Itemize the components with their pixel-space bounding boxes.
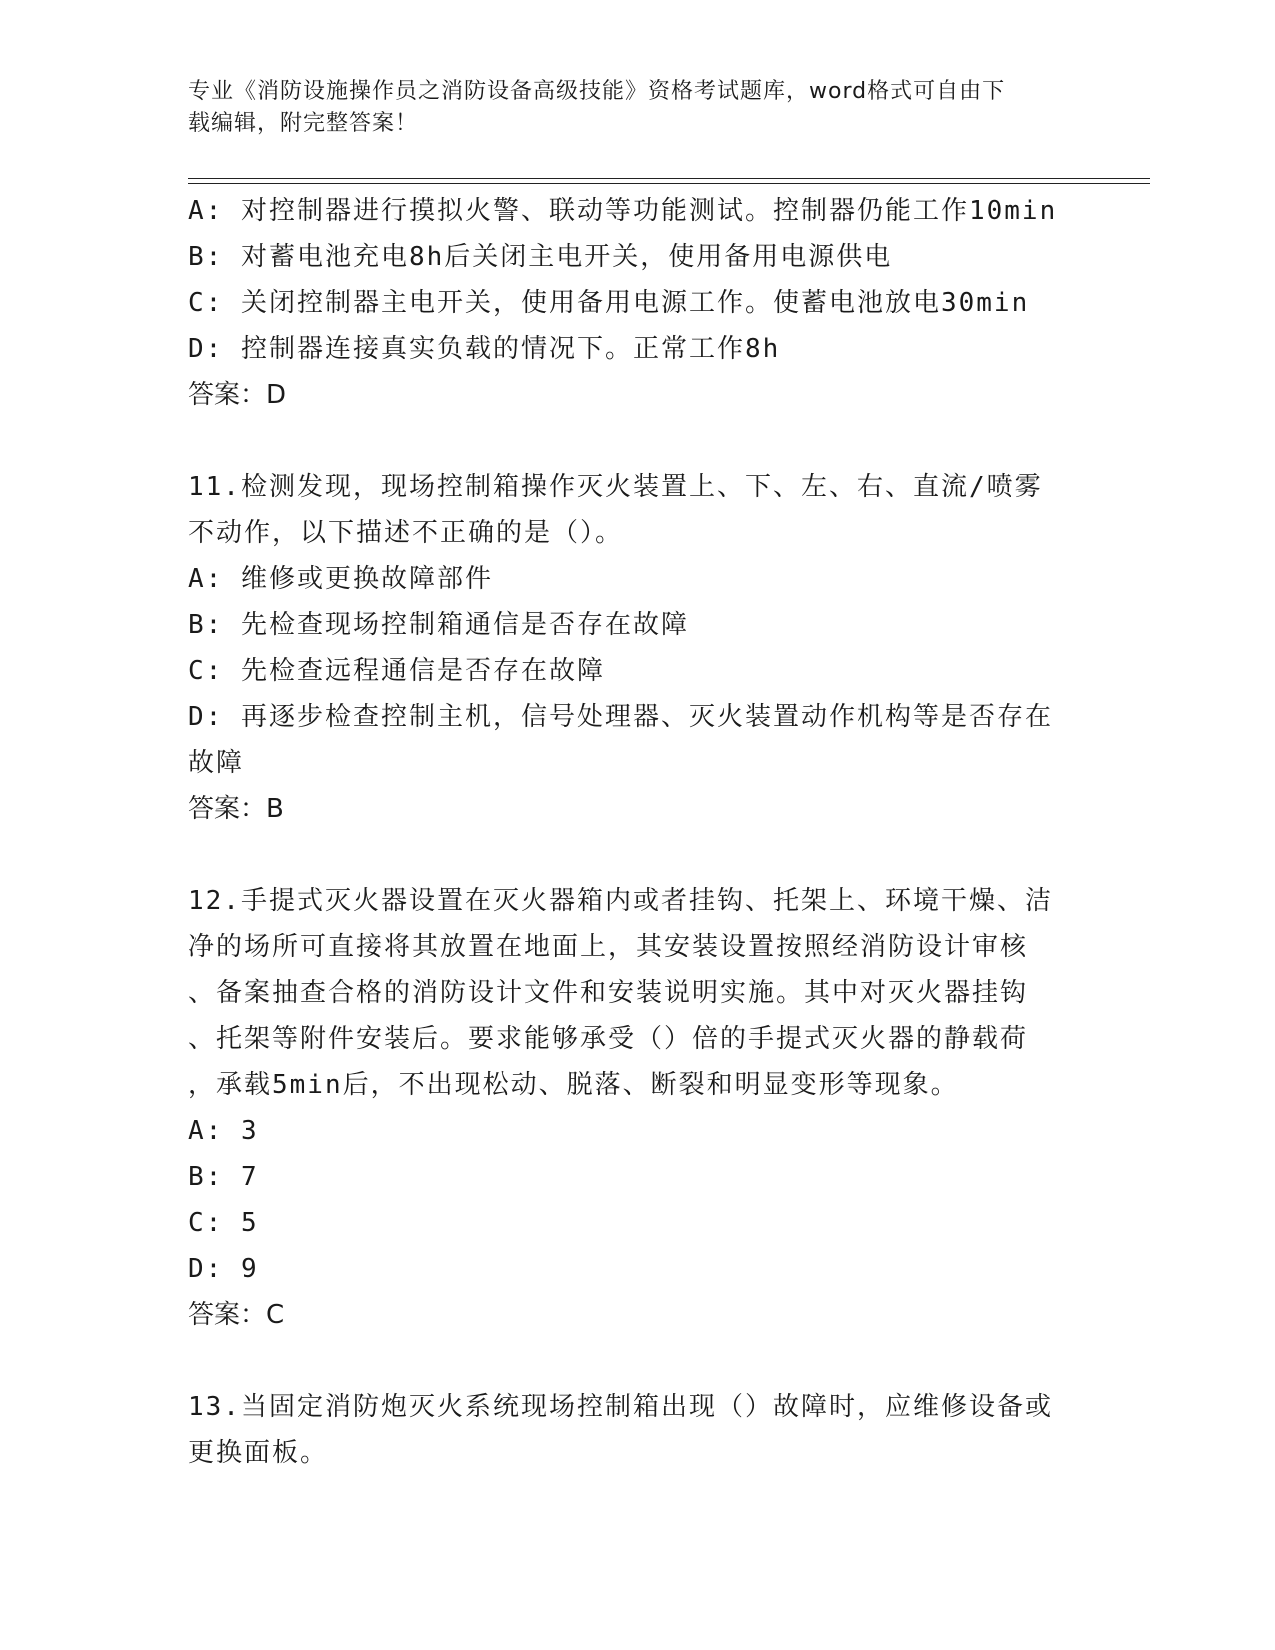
question-stem-line: ，承载5min后，不出现松动、脱落、断裂和明显变形等现象。 xyxy=(188,1070,959,1100)
option-line: C: 5 xyxy=(188,1208,259,1238)
option-line: B: 先检查现场控制箱通信是否存在故障 xyxy=(188,610,689,640)
answer-line: 答案：B xyxy=(188,794,284,824)
spacer xyxy=(188,418,1088,464)
question-stem-line: 、备案抽查合格的消防设计文件和安装说明实施。其中对灭火器挂钩 xyxy=(188,978,1029,1008)
option-line: C: 先检查远程通信是否存在故障 xyxy=(188,656,605,686)
answer-line: 答案：C xyxy=(188,1300,285,1330)
spacer xyxy=(188,1338,1088,1384)
option-line: B: 对蓄电池充电8h后关闭主电开关，使用备用电源供电 xyxy=(188,242,893,272)
header-line-2: 载编辑，附完整答案！ xyxy=(188,111,419,136)
header-note xyxy=(188,76,1088,140)
question-stem-line: 、托架等附件安装后。要求能够承受（）倍的手提式灭火器的静载荷 xyxy=(188,1024,1029,1054)
question-stem-line: 13.当固定消防炮灭火系统现场控制箱出现（）故障时，应维修设备或 xyxy=(188,1392,1053,1422)
question-stem-line: 净的场所可直接将其放置在地面上，其安装设置按照经消防设计审核 xyxy=(188,932,1029,962)
option-line: A: 3 xyxy=(188,1116,259,1146)
question-12 xyxy=(188,878,1088,1338)
option-line: B: 7 xyxy=(188,1162,259,1192)
question-stem-line: 12.手提式灭火器设置在灭火器箱内或者挂钩、托架上、环境干燥、洁 xyxy=(188,886,1053,916)
spacer xyxy=(188,832,1088,878)
option-line: 故障 xyxy=(188,748,245,778)
question-stem-line: 11.检测发现，现场控制箱操作灭火装置上、下、左、右、直流/喷雾 xyxy=(188,472,1043,502)
question-stem-line: 不动作，以下描述不正确的是（）。 xyxy=(188,518,624,548)
option-line: A: 维修或更换故障部件 xyxy=(188,564,493,594)
option-line: A: 对控制器进行摸拟火警、联动等功能测试。控制器仍能工作10min xyxy=(188,196,1058,226)
option-line: D: 控制器连接真实负载的情况下。正常工作8h xyxy=(188,334,781,364)
header-double-rule xyxy=(188,178,1150,184)
option-line: C: 关闭控制器主电开关，使用备用电源工作。使蓄电池放电30min xyxy=(188,288,1030,318)
answer-line: 答案：D xyxy=(188,380,287,410)
question-11 xyxy=(188,464,1088,832)
question-10 xyxy=(188,188,1088,418)
question-13 xyxy=(188,1384,1088,1476)
question-stem-line: 更换面板。 xyxy=(188,1438,329,1468)
option-line: D: 再逐步检查控制主机，信号处理器、灭火装置动作机构等是否存在 xyxy=(188,702,1053,732)
header-line-1: 专业《消防设施操作员之消防设备高级技能》资格考试题库，word格式可自由下 xyxy=(188,79,1006,104)
option-line: D: 9 xyxy=(188,1254,259,1284)
question-content xyxy=(188,188,1088,1476)
